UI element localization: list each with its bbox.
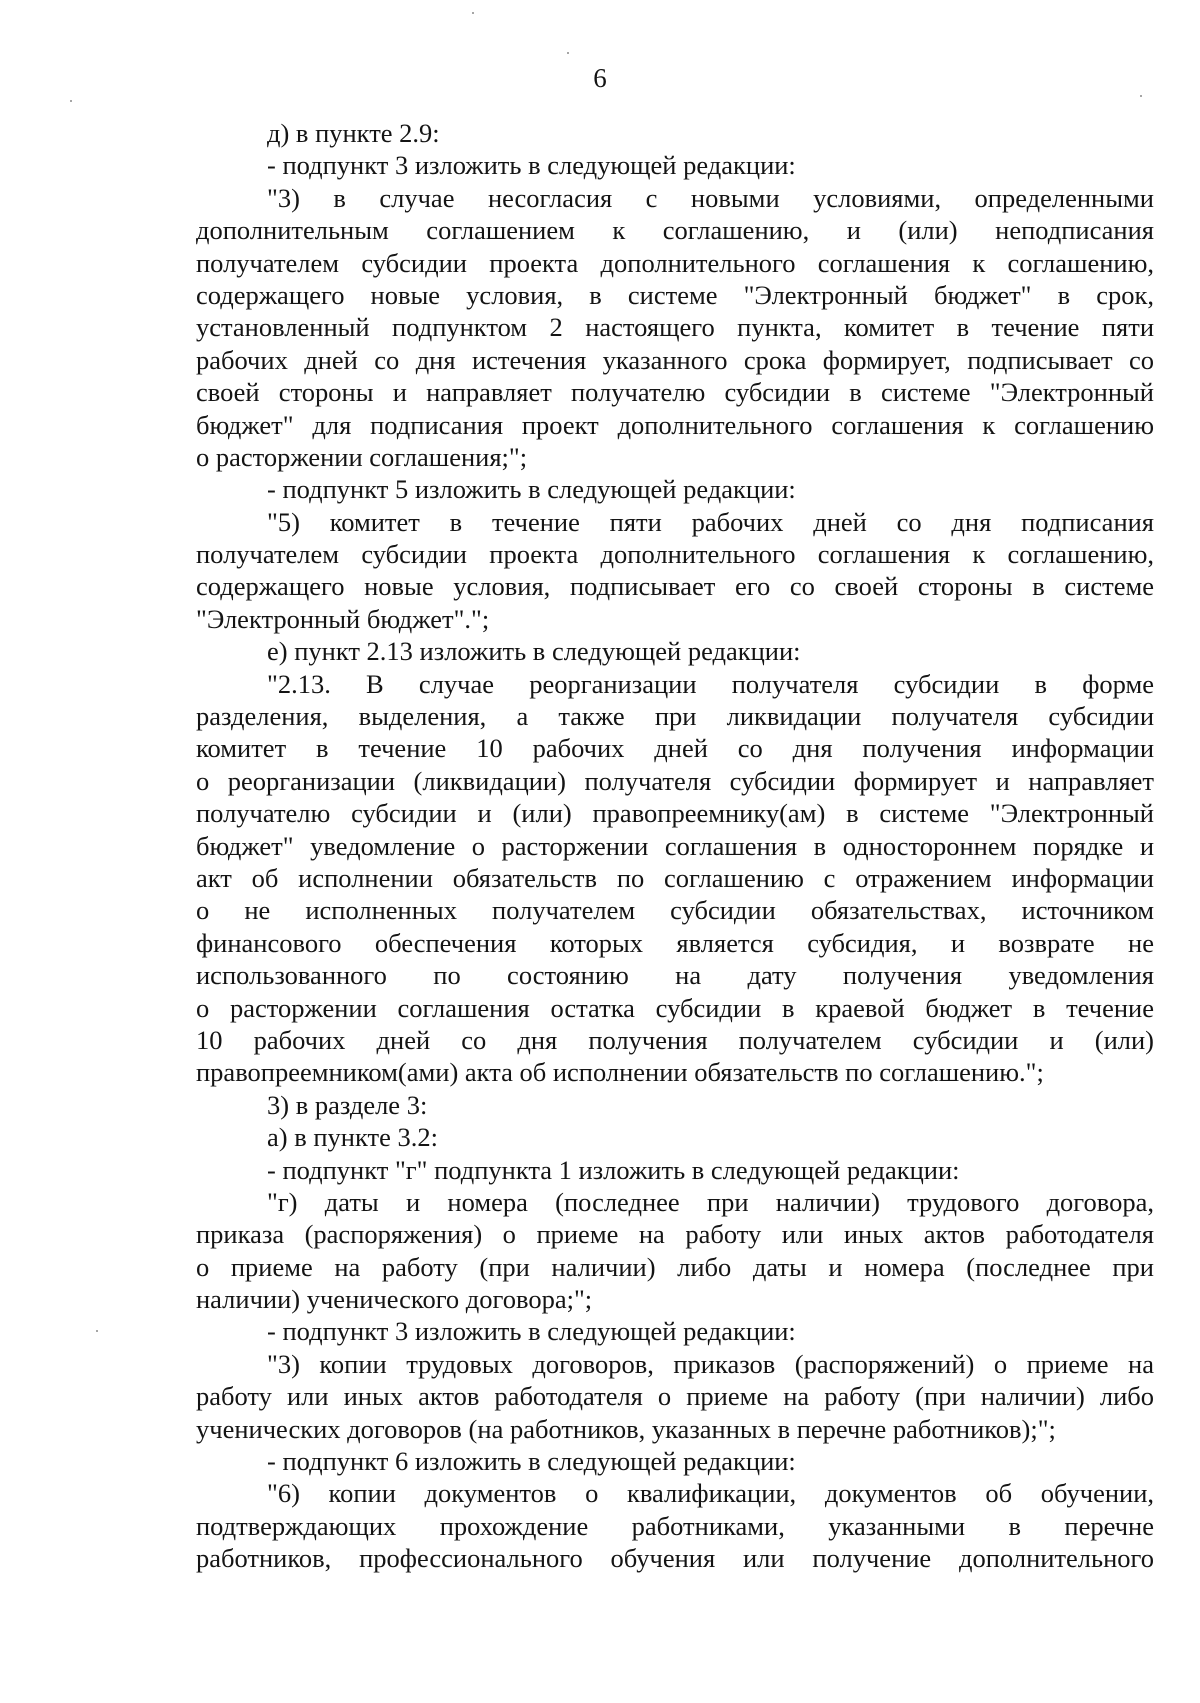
text-line: финансового обеспечения которых является субсидия, и возврате не [196,927,1154,958]
text-line: - подпункт "г" подпункта 1 изложить в следующей редакции: [267,1154,960,1185]
text-line: - подпункт 5 изложить в следующей редакции: [267,474,796,505]
text-line: подтверждающих прохождение работниками, указанными в перечне [196,1510,1154,1541]
scan-speck [567,52,569,54]
text-line: 3) в разделе 3: [267,1089,428,1120]
text-line: о приеме на работу (при наличии) либо даты и номера (последнее при [196,1251,1154,1282]
text-line: разделения, выделения, а также при ликвидации получателя субсидии [196,701,1154,732]
text-line: д) в пункте 2.9: [267,118,440,148]
text-line: приказа (распоряжения) о приеме на работу или иных актов работодателя [196,1219,1154,1250]
text-line: бюджет" для подписания проект дополнительного соглашения к соглашению [196,409,1154,440]
text-line: дополнительным соглашением к соглашению, и (или) неподписания [196,215,1154,246]
text-line: е) пункт 2.13 изложить в следующей редакции: [267,636,801,667]
text-line: "г) даты и номера (последнее при наличии) трудового договора, [267,1186,1154,1217]
text-line: правопреемником(ами) акта об исполнении обязательств по соглашению."; [196,1057,1044,1088]
text-line: "3) в случае несогласия с новыми условиями, определенными [267,182,1154,213]
text-line: использованного по состоянию на дату получения уведомления [196,960,1154,991]
text-line: "2.13. В случае реорганизации получателя субсидии в форме [267,668,1154,699]
scan-speck [70,100,72,102]
text-line: о реорганизации (ликвидации) получателя субсидии формирует и направляет [196,765,1154,796]
document-body [196,117,1154,1575]
text-line: "5) комитет в течение пяти рабочих дней со дня подписания [267,506,1154,537]
scan-speck [96,1330,98,1332]
text-line: содержащего новые условия, подписывает его со своей стороны в системе [196,571,1154,602]
text-line: содержащего новые условия, в системе "Электронный бюджет" в срок, [196,279,1154,310]
text-line: получателем субсидии проекта дополнительного соглашения к соглашению, [196,247,1154,278]
text-line: о расторжении соглашения остатка субсидии в краевой бюджет в течение [196,992,1154,1023]
text-line: рабочих дней со дня истечения указанного срока формирует, подписывает со [196,344,1154,375]
text-line: о расторжении соглашения;"; [196,441,528,472]
text-line: - подпункт 3 изложить в следующей редакции: [267,150,796,181]
text-line: комитет в течение 10 рабочих дней со дня получения информации [196,733,1154,764]
text-line: получателем субсидии проекта дополнительного соглашения к соглашению, [196,539,1154,570]
scan-speck [472,12,474,14]
text-line: установленный подпунктом 2 настоящего пункта, комитет в течение пяти [196,312,1154,343]
text-line: о не исполненных получателем субсидии обязательствах, источником [196,895,1154,926]
scan-speck [1140,95,1142,97]
text-line: получателю субсидии и (или) правопреемнику(ам) в системе "Электронный [196,798,1154,829]
text-line: "6) копии документов о квалификации, документов об обучении, [267,1478,1154,1509]
text-line: работу или иных актов работодателя о приеме на работу (при наличии) либо [196,1381,1154,1412]
text-line: - подпункт 6 изложить в следующей редакции: [267,1446,796,1477]
text-line: 10 рабочих дней со дня получения получателем субсидии и (или) [196,1024,1154,1055]
text-line: "Электронный бюджет"."; [196,603,490,634]
text-line: работников, профессионального обучения или получение дополнительного [196,1543,1154,1574]
text-line: - подпункт 3 изложить в следующей редакции: [267,1316,796,1347]
page-number: 6 [593,63,607,93]
text-line: "3) копии трудовых договоров, приказов (распоряжений) о приеме на [267,1348,1154,1379]
text-line: наличии) ученического договора;"; [196,1284,593,1315]
text-line: ученических договоров (на работников, указанных в перечне работников);"; [196,1413,1056,1444]
text-line: своей стороны и направляет получателю субсидии в системе "Электронный [196,377,1154,408]
text-line: бюджет" уведомление о расторжении соглашения в одностороннем порядке и [196,830,1154,861]
text-line: а) в пункте 3.2: [267,1122,438,1153]
text-line: акт об исполнении обязательств по соглашению с отражением информации [196,862,1154,893]
